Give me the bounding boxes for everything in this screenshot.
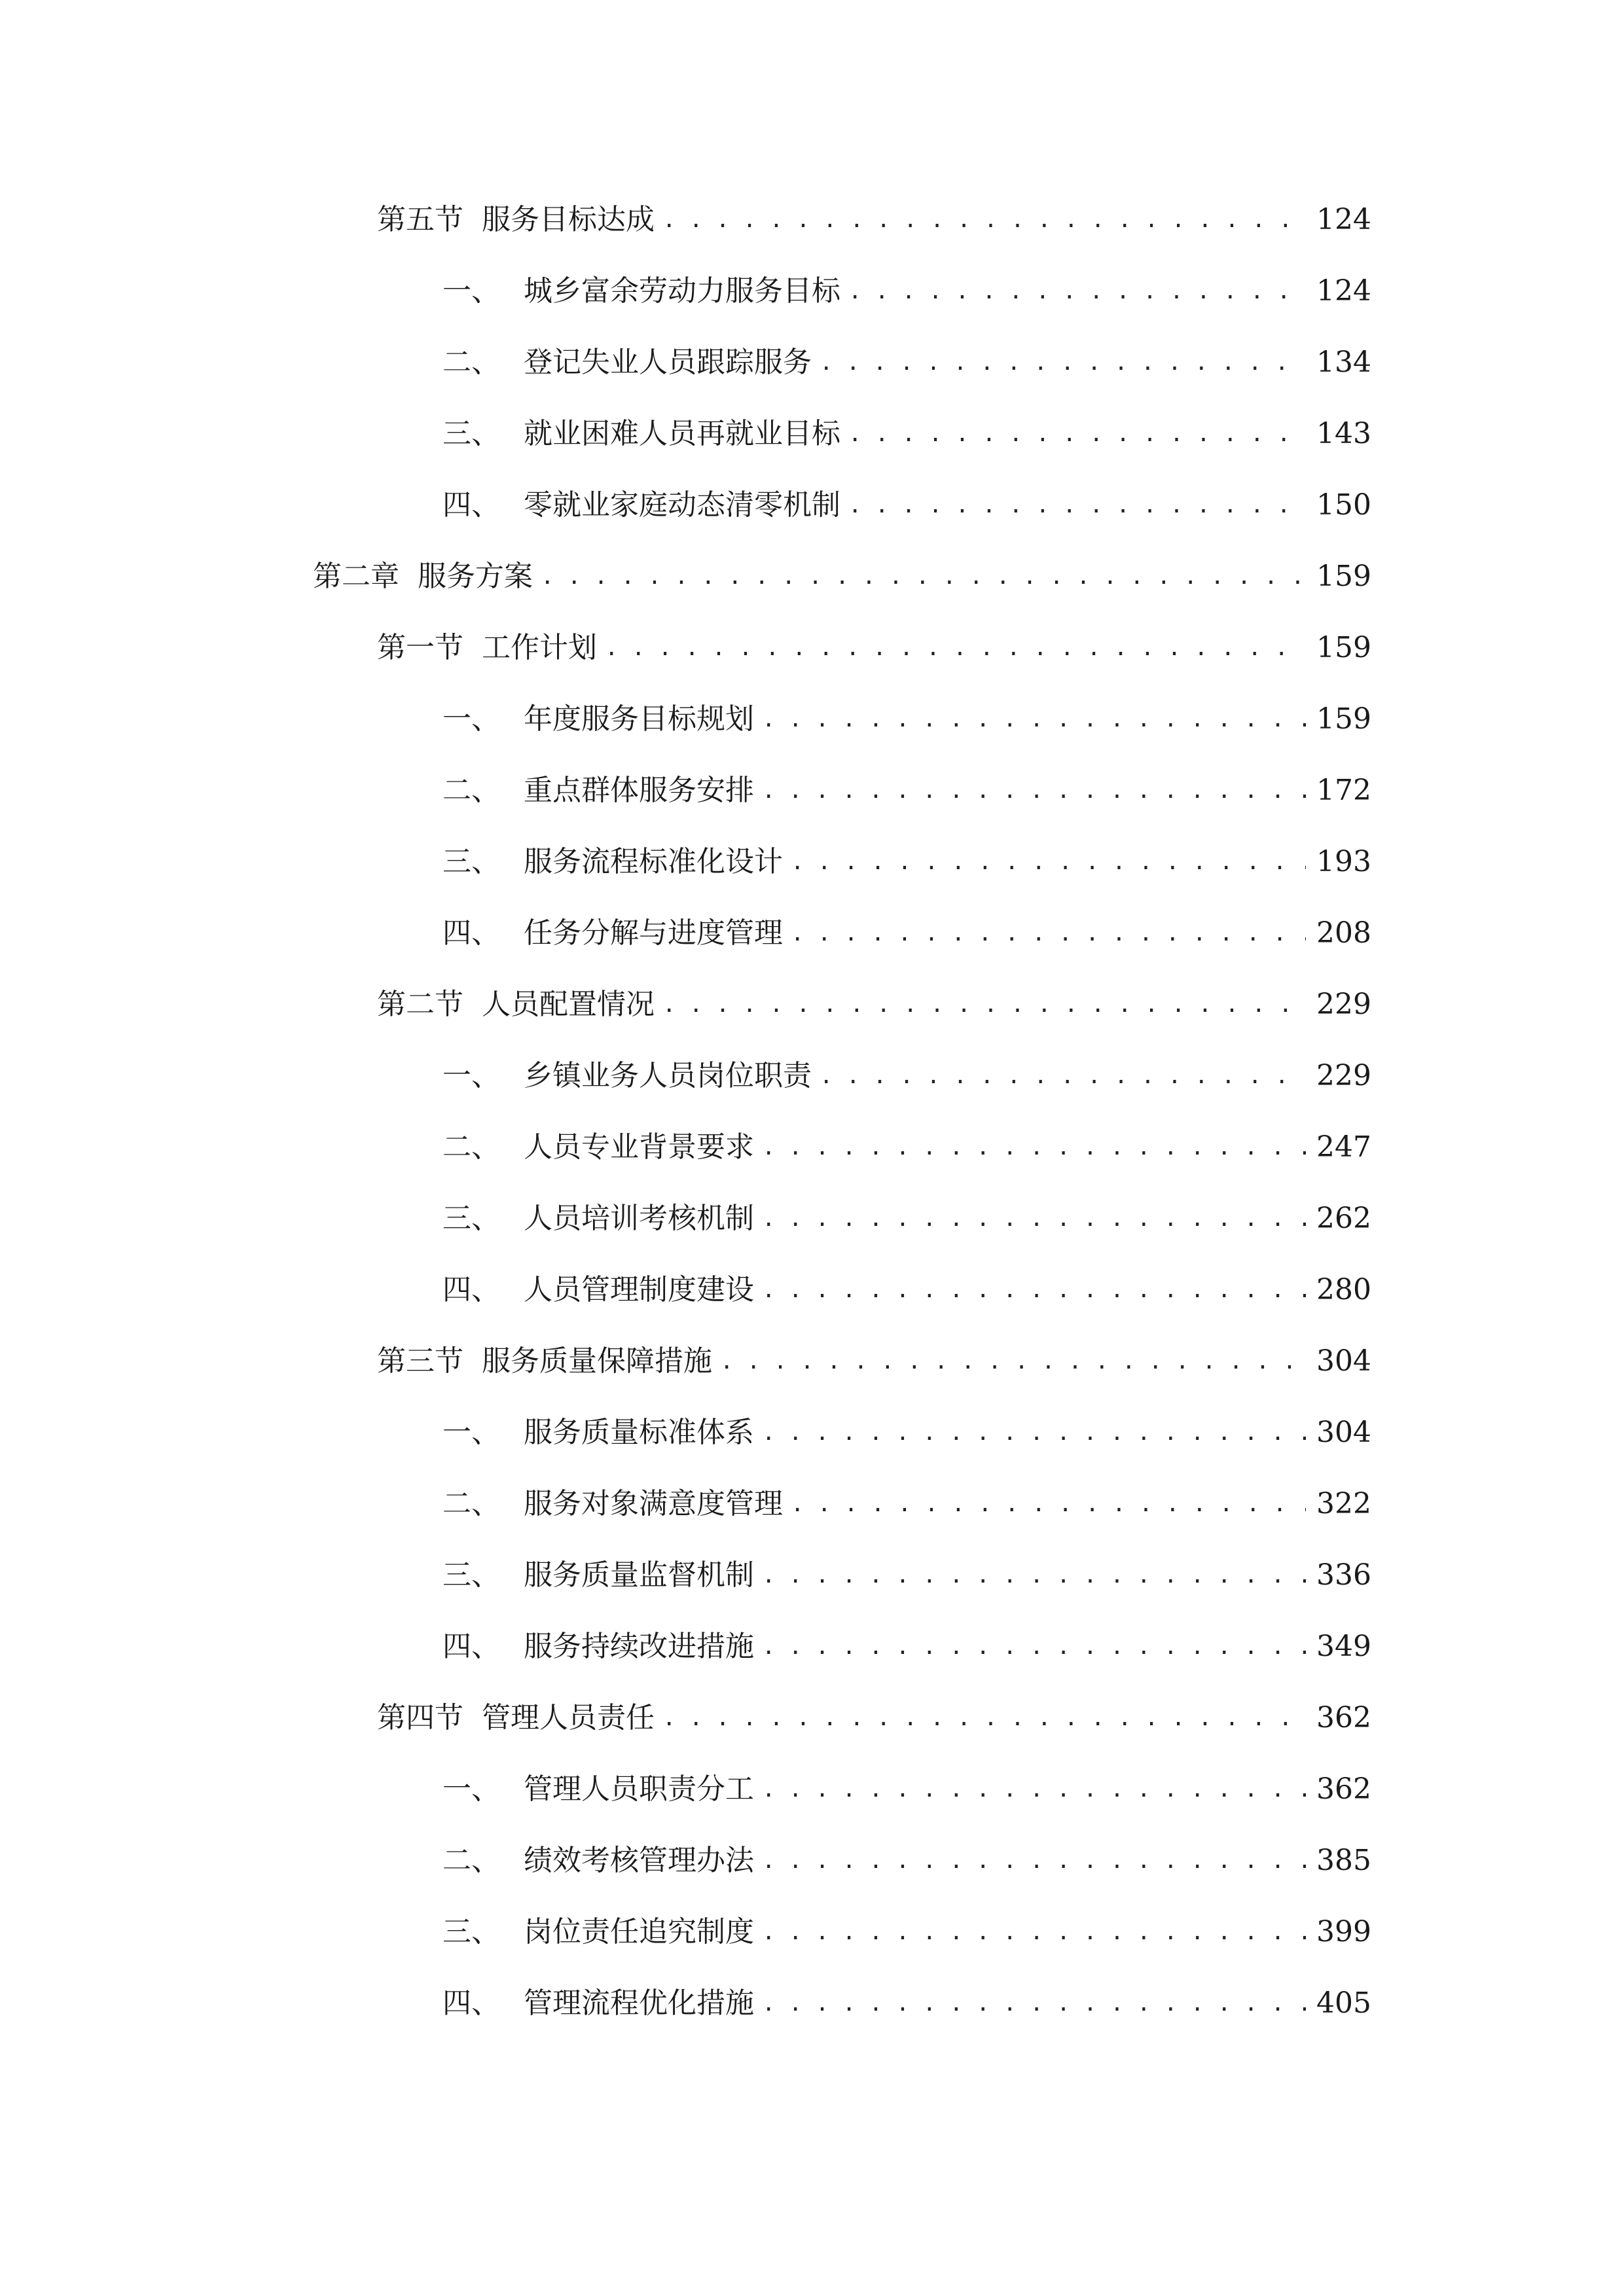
toc-entry-item[interactable] bbox=[442, 336, 1371, 389]
toc-entry-page: 304 bbox=[1316, 1416, 1371, 1449]
toc-entry-item[interactable] bbox=[442, 265, 1371, 317]
toc-entry-page: 159 bbox=[1316, 631, 1371, 664]
toc-dot-leader bbox=[662, 1692, 1306, 1744]
toc-entry-item[interactable] bbox=[442, 836, 1371, 888]
toc-dot-leader bbox=[762, 1906, 1306, 1958]
toc-dot-leader bbox=[662, 978, 1306, 1031]
toc-entry-item[interactable] bbox=[442, 693, 1371, 745]
toc-entry-number: 二、 bbox=[442, 1130, 500, 1164]
toc-entry-page: 280 bbox=[1316, 1273, 1371, 1306]
toc-entry-title: 服务流程标准化设计 bbox=[524, 845, 783, 878]
toc-entry-page: 172 bbox=[1316, 774, 1371, 807]
toc-dot-leader bbox=[820, 1050, 1306, 1102]
toc-entry-page: 304 bbox=[1316, 1344, 1371, 1378]
toc-dot-leader bbox=[848, 265, 1306, 317]
toc-entry-title: 重点群体服务安排 bbox=[524, 774, 754, 807]
toc-entry-title: 就业困难人员再就业目标 bbox=[524, 417, 840, 450]
toc-entry-item[interactable] bbox=[442, 1835, 1371, 1887]
toc-entry-page: 322 bbox=[1316, 1487, 1371, 1520]
toc-entry-page: 349 bbox=[1316, 1630, 1371, 1663]
toc-entry-title: 乡镇业务人员岗位职责 bbox=[524, 1059, 812, 1092]
toc-entry-title: 管理人员职责分工 bbox=[524, 1772, 754, 1806]
toc-entry-number: 第二节 bbox=[377, 988, 463, 1021]
toc-entry-item[interactable] bbox=[442, 764, 1371, 817]
toc-dot-leader bbox=[605, 622, 1306, 674]
toc-entry-title: 服务质量标准体系 bbox=[524, 1416, 754, 1449]
toc-entry-page: 124 bbox=[1316, 274, 1371, 308]
toc-entry-section[interactable] bbox=[377, 978, 1371, 1031]
toc-entry-page: 159 bbox=[1316, 702, 1371, 736]
toc-entry-number: 四、 bbox=[442, 1986, 500, 2020]
toc-entry-page: 193 bbox=[1316, 845, 1371, 878]
toc-entry-page: 124 bbox=[1316, 203, 1371, 236]
toc-dot-leader bbox=[662, 194, 1306, 246]
toc-entry-item[interactable] bbox=[442, 1050, 1371, 1102]
toc-entry-number: 第四节 bbox=[377, 1701, 463, 1734]
toc-dot-leader bbox=[762, 1977, 1306, 2030]
toc-entry-number: 二、 bbox=[442, 774, 500, 807]
toc-entry-section[interactable] bbox=[377, 1692, 1371, 1744]
toc-entry-page: 336 bbox=[1316, 1558, 1371, 1592]
toc-entry-page: 405 bbox=[1316, 1986, 1371, 2020]
toc-dot-leader bbox=[848, 408, 1306, 460]
toc-entry-number: 三、 bbox=[442, 1202, 500, 1235]
toc-dot-leader bbox=[720, 1335, 1306, 1388]
toc-entry-item[interactable] bbox=[442, 1193, 1371, 1245]
toc-entry-page: 229 bbox=[1316, 988, 1371, 1021]
toc-entry-number: 三、 bbox=[442, 417, 500, 450]
toc-entry-title: 人员管理制度建设 bbox=[524, 1273, 754, 1306]
toc-dot-leader bbox=[791, 1478, 1306, 1530]
toc-entry-title: 管理人员责任 bbox=[482, 1701, 655, 1734]
toc-entry-title: 管理流程优化措施 bbox=[524, 1986, 754, 2020]
toc-dot-leader bbox=[848, 479, 1306, 531]
toc-entry-number: 一、 bbox=[442, 1059, 500, 1092]
toc-dot-leader bbox=[762, 764, 1306, 817]
toc-entry-title: 服务质量监督机制 bbox=[524, 1558, 754, 1592]
toc-entry-title: 任务分解与进度管理 bbox=[524, 916, 783, 950]
toc-entry-page: 362 bbox=[1316, 1772, 1371, 1806]
toc-entry-number: 三、 bbox=[442, 1915, 500, 1948]
toc-entry-page: 247 bbox=[1316, 1130, 1371, 1164]
toc-dot-leader bbox=[762, 1835, 1306, 1887]
toc-dot-leader bbox=[541, 550, 1306, 603]
toc-dot-leader bbox=[762, 1763, 1306, 1816]
toc-entry-item[interactable] bbox=[442, 1906, 1371, 1958]
toc-entry-page: 399 bbox=[1316, 1915, 1371, 1948]
toc-entry-number: 二、 bbox=[442, 1844, 500, 1877]
toc-entry-item[interactable] bbox=[442, 408, 1371, 460]
toc-dot-leader bbox=[762, 1193, 1306, 1245]
toc-entry-item[interactable] bbox=[442, 1763, 1371, 1816]
toc-entry-section[interactable] bbox=[377, 622, 1371, 674]
toc-entry-number: 四、 bbox=[442, 1273, 500, 1306]
toc-entry-item[interactable] bbox=[442, 1621, 1371, 1673]
toc-entry-title: 服务方案 bbox=[418, 560, 533, 593]
toc-entry-item[interactable] bbox=[442, 1407, 1371, 1459]
toc-entry-number: 第二章 bbox=[313, 560, 399, 593]
toc-dot-leader bbox=[820, 336, 1306, 389]
toc-dot-leader bbox=[762, 1407, 1306, 1459]
toc-entry-number: 第一节 bbox=[377, 631, 463, 664]
toc-entry-number: 一、 bbox=[442, 274, 500, 308]
toc-entry-item[interactable] bbox=[442, 1549, 1371, 1602]
toc-entry-title: 人员培训考核机制 bbox=[524, 1202, 754, 1235]
toc-entry-chapter[interactable] bbox=[313, 550, 1371, 603]
toc-entry-number: 一、 bbox=[442, 702, 500, 736]
toc-entry-title: 工作计划 bbox=[482, 631, 597, 664]
toc-dot-leader bbox=[762, 693, 1306, 745]
toc-dot-leader bbox=[762, 1264, 1306, 1316]
toc-entry-page: 385 bbox=[1316, 1844, 1371, 1877]
toc-entry-number: 一、 bbox=[442, 1772, 500, 1806]
toc-entry-item[interactable] bbox=[442, 479, 1371, 531]
toc-entry-title: 人员配置情况 bbox=[482, 988, 655, 1021]
toc-entry-title: 零就业家庭动态清零机制 bbox=[524, 488, 840, 522]
toc-dot-leader bbox=[762, 1549, 1306, 1602]
toc-entry-page: 362 bbox=[1316, 1701, 1371, 1734]
toc-entry-title: 绩效考核管理办法 bbox=[524, 1844, 754, 1877]
toc-entry-page: 208 bbox=[1316, 916, 1371, 950]
toc-entry-section[interactable] bbox=[377, 194, 1371, 246]
toc-entry-page: 150 bbox=[1316, 488, 1371, 522]
toc-entry-title: 服务质量保障措施 bbox=[482, 1344, 712, 1378]
toc-entry-item[interactable] bbox=[442, 1264, 1371, 1316]
toc-dot-leader bbox=[791, 836, 1306, 888]
toc-entry-page: 134 bbox=[1316, 346, 1371, 379]
toc-entry-number: 第三节 bbox=[377, 1344, 463, 1378]
toc-entry-title: 服务目标达成 bbox=[482, 203, 655, 236]
toc-entry-number: 第五节 bbox=[377, 203, 463, 236]
toc-entry-number: 二、 bbox=[442, 346, 500, 379]
toc-entry-section[interactable] bbox=[377, 1335, 1371, 1388]
toc-entry-title: 城乡富余劳动力服务目标 bbox=[524, 274, 840, 308]
toc-entry-number: 四、 bbox=[442, 488, 500, 522]
toc-entry-item[interactable] bbox=[442, 1121, 1371, 1174]
toc-dot-leader bbox=[762, 1121, 1306, 1174]
toc-entry-number: 二、 bbox=[442, 1487, 500, 1520]
toc-entry-number: 四、 bbox=[442, 916, 500, 950]
toc-entry-title: 岗位责任追究制度 bbox=[524, 1915, 754, 1948]
toc-entry-page: 143 bbox=[1316, 417, 1371, 450]
toc-entry-number: 一、 bbox=[442, 1416, 500, 1449]
toc-dot-leader bbox=[791, 907, 1306, 960]
toc-entry-item[interactable] bbox=[442, 907, 1371, 960]
toc-entry-number: 三、 bbox=[442, 845, 500, 878]
toc-entry-title: 人员专业背景要求 bbox=[524, 1130, 754, 1164]
toc-entry-page: 229 bbox=[1316, 1059, 1371, 1092]
toc-entry-number: 四、 bbox=[442, 1630, 500, 1663]
toc-entry-title: 服务持续改进措施 bbox=[524, 1630, 754, 1663]
toc-dot-leader bbox=[762, 1621, 1306, 1673]
toc-entry-number: 三、 bbox=[442, 1558, 500, 1592]
toc-entry-title: 年度服务目标规划 bbox=[524, 702, 754, 736]
toc-entry-page: 159 bbox=[1316, 560, 1371, 593]
toc-entry-page: 262 bbox=[1316, 1202, 1371, 1235]
toc-entry-title: 服务对象满意度管理 bbox=[524, 1487, 783, 1520]
toc-entry-item[interactable] bbox=[442, 1977, 1371, 2030]
toc-entry-item[interactable] bbox=[442, 1478, 1371, 1530]
toc-entry-title: 登记失业人员跟踪服务 bbox=[524, 346, 812, 379]
